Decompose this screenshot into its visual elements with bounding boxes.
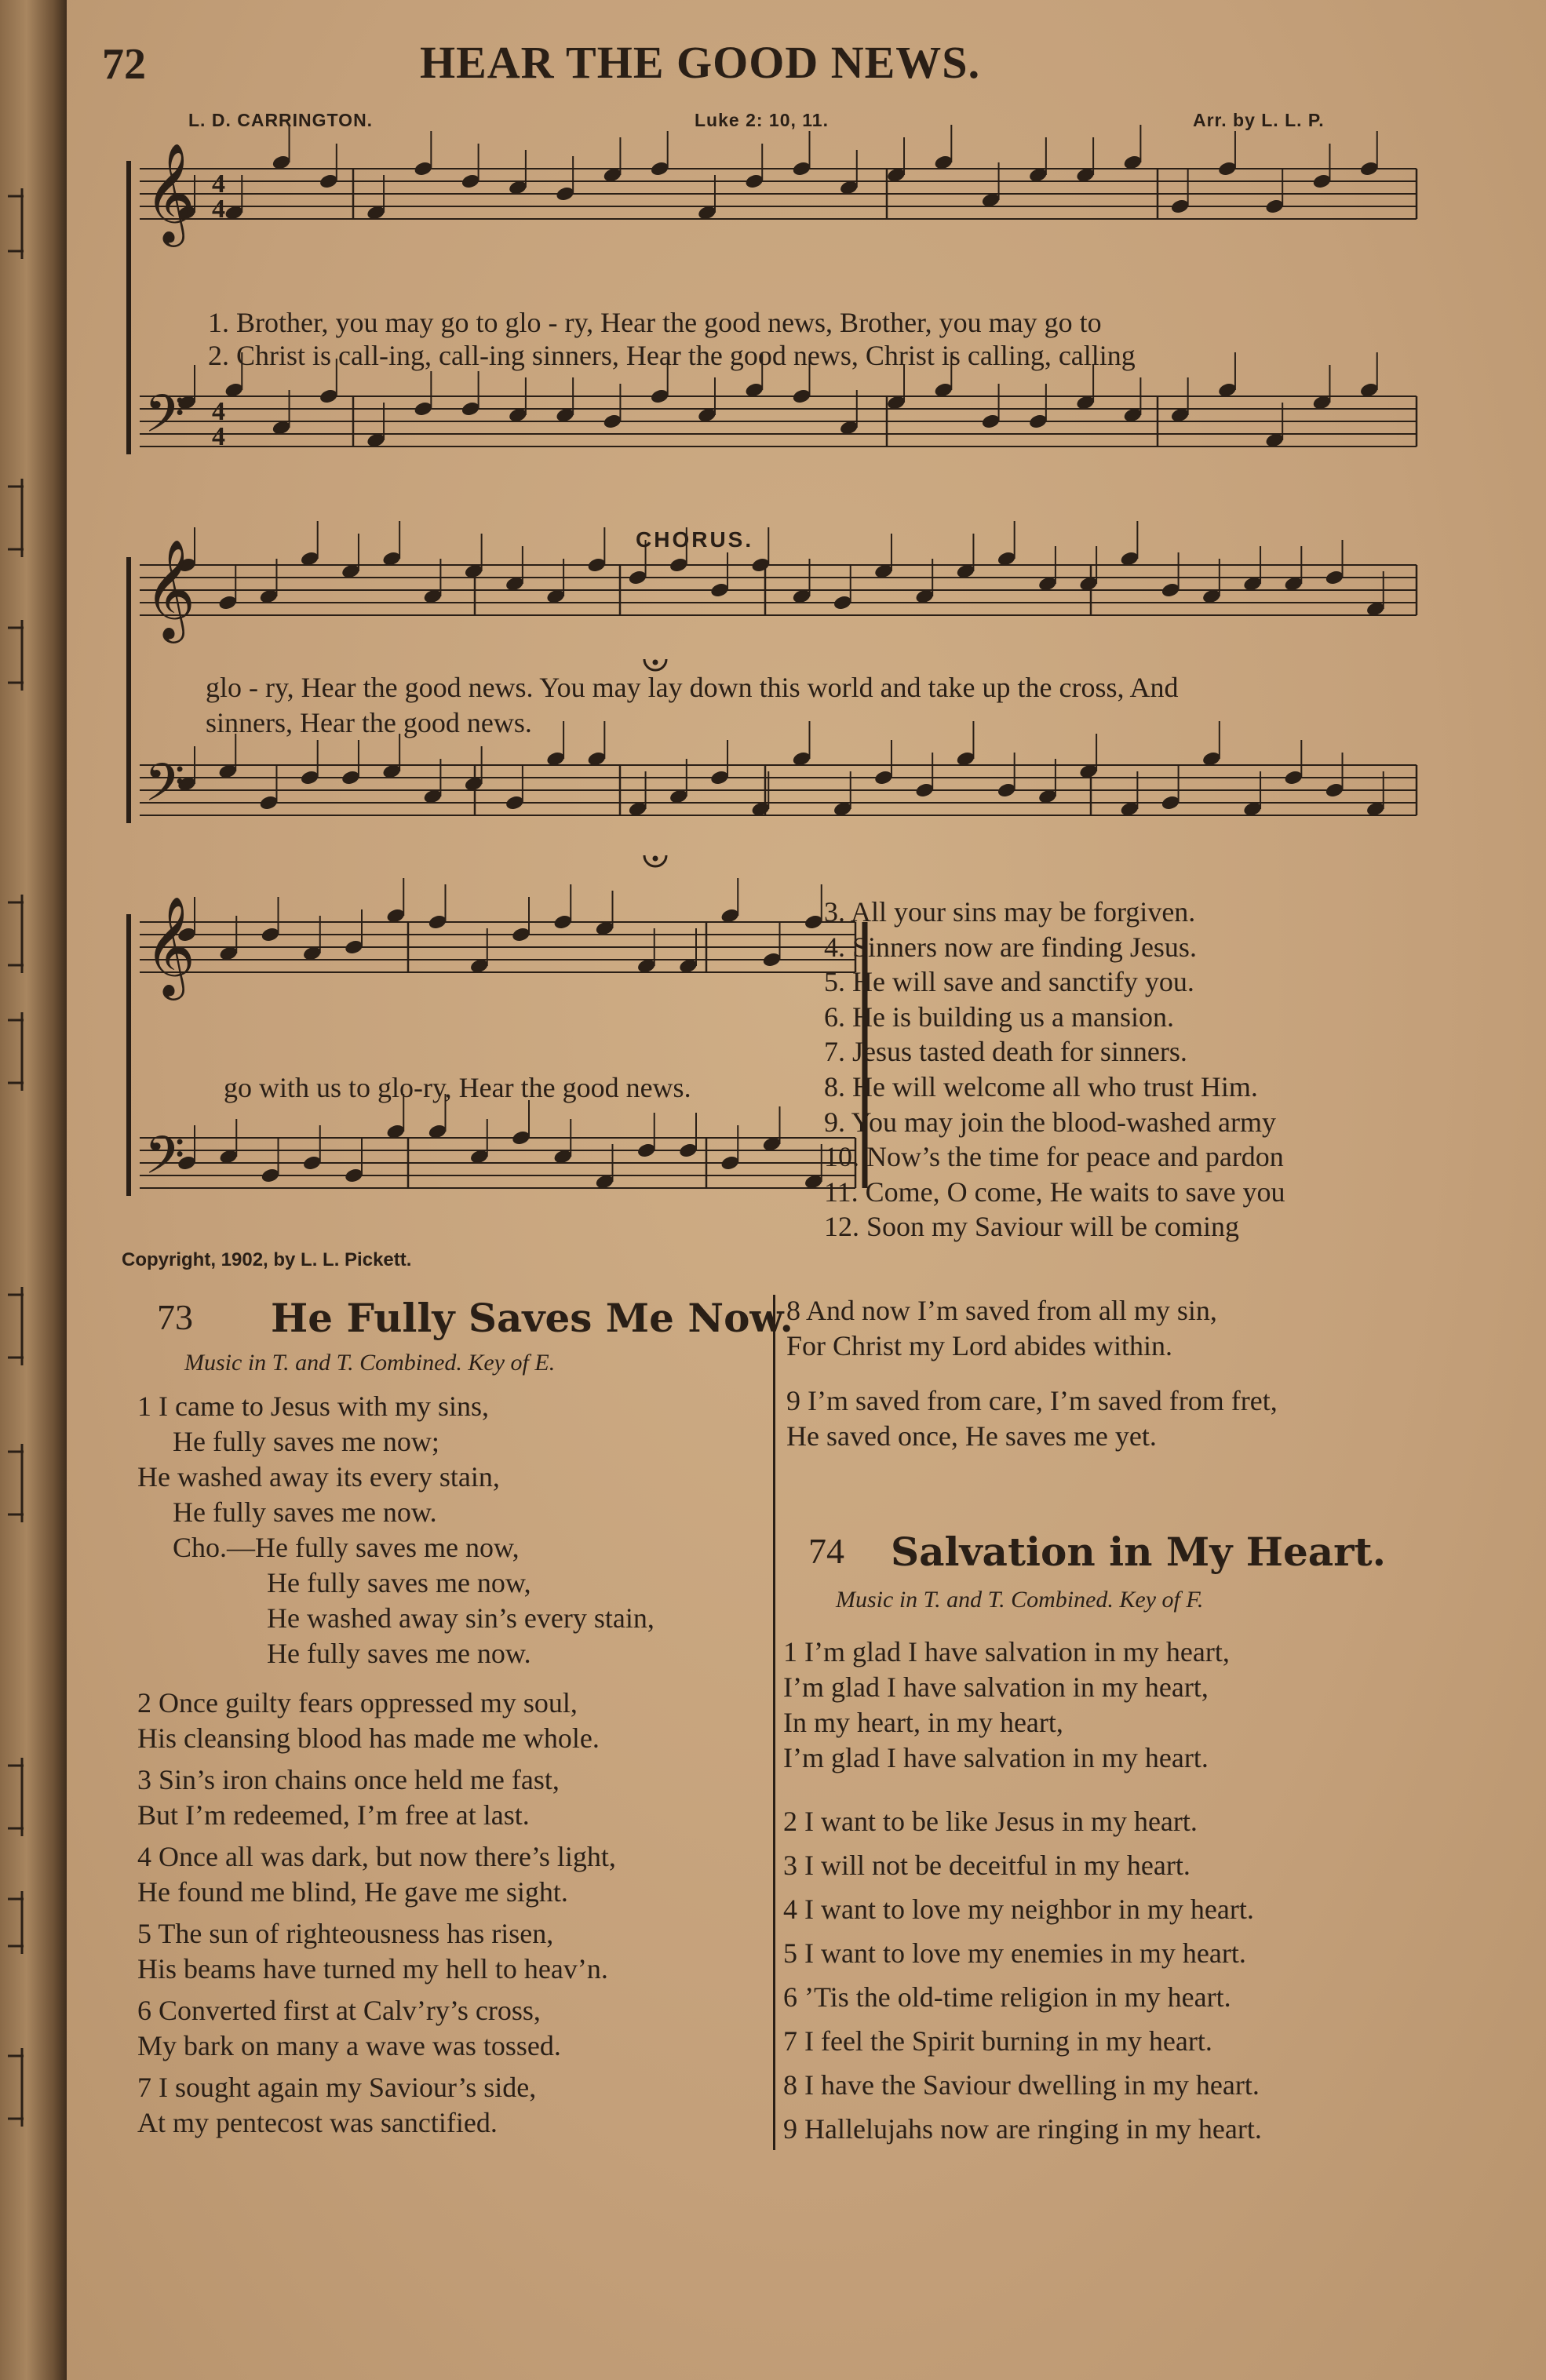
hymn73-text [137,1389,654,2141]
hymn74-meta: Music in T. and T. Combined. Key of F. [836,1587,1204,1613]
system3-lyric: go with us to glo-ry, Hear the good news. [224,1072,691,1103]
hymn73-number: 73 [157,1297,193,1337]
text-line: 8 I have the Saviour dwelling in my heart. [783,2069,1260,2101]
text-line: 6 Converted first at Calv’ry’s cross, [137,1995,541,2026]
hymn74-text [783,1635,1262,2151]
verse-line: 11. Come, O come, He waits to save you [824,1175,1285,1208]
text-line: 3 I will not be deceitful in my heart. [783,1850,1190,1881]
text-line: At my pentecost was sanctified. [137,2107,498,2138]
text-line: 2 I want to be like Jesus in my heart. [783,1806,1198,1837]
fermata-dot [653,856,658,862]
system1-lyric-verse2: 2. Christ is call-ing, call-ing sinners, Hear the good news, Christ is calling, calling [208,340,1136,371]
column-divider [773,1295,775,2150]
verse-line: 3. All your sins may be forgiven. [824,896,1196,928]
page-number: 72 [102,40,146,89]
text-line: Cho.—He fully saves me now, [173,1532,520,1563]
text-line: He fully saves me now. [173,1496,437,1528]
text-line: 1 I’m glad I have salvation in my heart, [783,1636,1230,1667]
verse-line: 12. Soon my Saviour will be coming [824,1211,1239,1243]
text-line: 5 The sun of righteousness has risen, [137,1918,554,1949]
text-line: He fully saves me now, [267,1567,531,1598]
text-line: I’m glad I have salvation in my heart, [783,1671,1209,1703]
text-line: His beams have turned my hell to heav’n. [137,1953,608,1985]
copyright-notice: Copyright, 1902, by L. L. Pickett. [122,1249,412,1270]
treble-clef: 𝄞 [144,895,196,996]
hymn73-meta: Music in T. and T. Combined. Key of E. [184,1350,556,1376]
verse-line: 4. Sinners now are finding Jesus. [824,931,1197,963]
text-line: My bark on many a wave was tossed. [137,2030,561,2061]
bass-clef: 𝄢 [144,753,185,826]
treble-clef: 𝄞 [144,142,196,242]
fermata-dot [653,660,658,665]
text-line: He fully saves me now; [173,1426,439,1457]
text-line: 5 I want to love my enemies in my heart. [783,1937,1246,1969]
text-line: He found me blind, He gave me sight. [137,1876,568,1908]
bass-clef: 𝄢 [144,384,185,457]
hymn74-title: Salvation in My Heart. [891,1529,1387,1575]
text-line: 4 Once all was dark, but now there’s light, [137,1841,616,1872]
arranger-credit: Arr. by L. L. P. [1193,110,1325,130]
verse-line: 5. He will save and sanctify you. [824,966,1194,998]
time-signature: 4 [212,169,225,199]
system2-lyric-verse1: glo - ry, Hear the good news. You may lay down this world and take up the cross, And [206,672,1179,703]
text-line: He fully saves me now. [267,1638,531,1669]
text-line: 9 Hallelujahs now are ringing in my heart. [783,2113,1262,2145]
verse-line: 9. You may join the blood-washed army [824,1106,1276,1138]
text-line: For Christ my Lord abides within. [786,1330,1172,1361]
scripture-reference: Luke 2: 10, 11. [695,110,829,130]
text-line: 3 Sin’s iron chains once held me fast, [137,1764,560,1795]
text-line: 7 I feel the Spirit burning in my heart. [783,2025,1212,2057]
text-line: He saved once, He saves me yet. [786,1420,1157,1452]
time-signature: 4 [212,195,225,224]
text-line: 2 Once guilty fears oppressed my soul, [137,1687,578,1718]
text-line: 6 ’Tis the old-time religion in my heart. [783,1981,1231,2013]
text-line: His cleansing blood has made me whole. [137,1722,600,1754]
extra-verses-list [824,895,1285,1245]
text-line: 4 I want to love my neighbor in my heart. [783,1893,1254,1925]
text-line: He washed away its every stain, [137,1461,500,1493]
verse-line: 8. He will welcome all who trust Him. [824,1070,1258,1103]
time-signature: 4 [212,422,225,451]
hymn-title: HEAR THE GOOD NEWS. [420,37,981,88]
hymn73-title: He Fully Saves Me Now. [271,1295,793,1341]
time-signature: 4 [212,397,225,426]
text-line: But I’m redeemed, I’m free at last. [137,1799,530,1831]
verse-line: 7. Jesus tasted death for sinners. [824,1036,1187,1068]
author-credit: L. D. CARRINGTON. [188,110,374,130]
hymn73-continuation [786,1293,1278,1454]
bass-clef: 𝄢 [144,1125,185,1198]
verse-line: 6. He is building us a mansion. [824,1000,1174,1033]
system1-lyric-verse1: 1. Brother, you may go to glo - ry, Hear the good news, Brother, you may go to [208,307,1102,338]
text-line: He washed away sin’s every stain, [267,1602,654,1634]
text-line: 1 I came to Jesus with my sins, [137,1390,489,1422]
chorus-label: CHORUS. [636,527,754,552]
treble-clef: 𝄞 [144,538,196,639]
text-line: I’m glad I have salvation in my heart. [783,1742,1209,1773]
verse-line: 10. Now’s the time for peace and pardon [824,1141,1284,1173]
text-line: 9 I’m saved from care, I’m saved from fret, [786,1385,1278,1416]
system2-lyric-verse2: sinners, Hear the good news. [206,707,532,738]
text-line: 8 And now I’m saved from all my sin, [786,1295,1217,1326]
hymn74-number: 74 [808,1531,844,1571]
text-line: In my heart, in my heart, [783,1707,1063,1738]
text-line: 7 I sought again my Saviour’s side, [137,2072,537,2103]
